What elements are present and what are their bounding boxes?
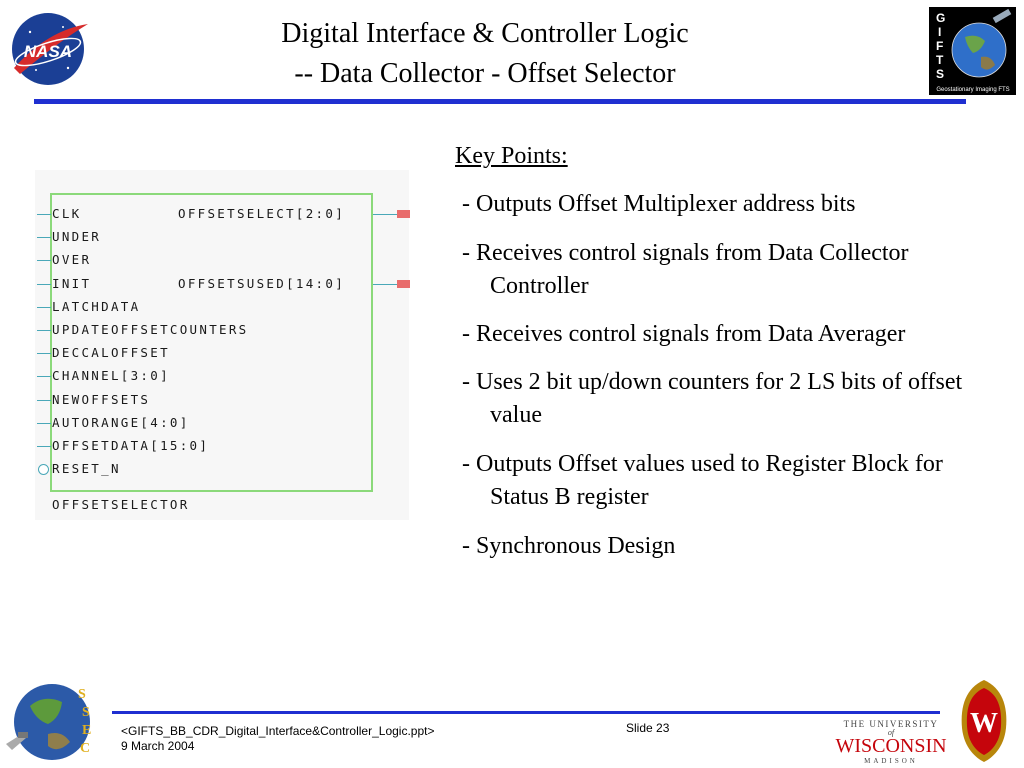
input-pin-line <box>37 284 51 285</box>
header-rule <box>34 99 966 104</box>
slide-number: Slide 23 <box>626 721 670 735</box>
key-point-item: - Outputs Offset Multiplexer address bits <box>462 191 856 217</box>
input-pin-line <box>37 330 51 331</box>
input-pin-label: NEWOFFSETS <box>52 392 151 407</box>
uw-wordmark <box>830 717 952 767</box>
svg-text:S: S <box>78 687 86 702</box>
input-pin-label: OVER <box>52 252 92 267</box>
output-port-marker <box>397 210 410 218</box>
key-points-title: Key Points: <box>455 143 568 169</box>
block-name-label: OFFSETSELECTOR <box>52 497 190 512</box>
title-line-2: -- Data Collector - Offset Selector <box>294 58 676 89</box>
input-pin-label: CHANNEL[3:0] <box>52 368 170 383</box>
input-pin-line <box>37 214 51 215</box>
svg-text:E: E <box>82 723 92 738</box>
uw-crest <box>956 678 1012 764</box>
svg-text:T: T <box>936 53 944 67</box>
svg-text:I: I <box>938 25 942 39</box>
footer-rule <box>112 711 940 714</box>
slide-title <box>180 14 790 94</box>
svg-text:F: F <box>936 39 944 53</box>
svg-text:of: of <box>887 728 895 737</box>
output-pin-line <box>373 214 397 215</box>
key-point-item: - Receives control signals from Data Collector Controller <box>462 240 909 299</box>
svg-text:C: C <box>80 741 91 756</box>
input-pin-line <box>37 446 51 447</box>
svg-text:NASA: NASA <box>23 42 73 61</box>
svg-text:WISCONSIN: WISCONSIN <box>835 735 947 757</box>
input-pin-line <box>37 400 51 401</box>
svg-text:S: S <box>82 705 90 720</box>
input-pin-line <box>37 423 51 424</box>
input-pin-line <box>37 353 51 354</box>
svg-text:MADISON: MADISON <box>864 757 918 765</box>
footer-date: 9 March 2004 <box>121 739 195 753</box>
gifts-logo <box>929 7 1016 95</box>
input-pin-label: AUTORANGE[4:0] <box>52 415 190 430</box>
input-pin-label: INIT <box>52 276 92 291</box>
output-pin-line <box>373 284 397 285</box>
svg-text:S: S <box>936 67 945 81</box>
svg-text:THE UNIVERSITY: THE UNIVERSITY <box>843 719 939 729</box>
output-port-marker <box>397 280 410 288</box>
input-pin-line <box>37 307 51 308</box>
footer-filename: <GIFTS_BB_CDR_Digital_Interface&Controller_Logic.ppt> <box>121 724 435 738</box>
input-pin-label: CLK <box>52 206 82 221</box>
input-pin-label: UNDER <box>52 229 102 244</box>
title-line-1: Digital Interface & Controller Logic <box>281 18 689 49</box>
output-pin-label: OFFSETSELECT[2:0] <box>178 206 346 221</box>
svg-text:G: G <box>936 11 946 25</box>
input-pin-line <box>37 376 51 377</box>
key-point-item: - Receives control signals from Data Averager <box>462 321 906 347</box>
input-pin-label: RESET_N <box>52 461 121 476</box>
svg-text:W: W <box>970 708 998 739</box>
key-point-item: - Synchronous Design <box>462 533 676 559</box>
svg-text:Geostationary Imaging FTS: Geostationary Imaging FTS <box>936 87 1010 93</box>
nasa-logo <box>8 10 92 88</box>
input-pin-label: DECCALOFFSET <box>52 345 170 360</box>
input-pin-line <box>37 237 51 238</box>
ssec-logo <box>4 676 96 764</box>
inverter-bubble <box>38 464 49 475</box>
input-pin-label: LATCHDATA <box>52 299 141 314</box>
input-pin-label: OFFSETDATA[15:0] <box>52 438 210 453</box>
key-point-item: - Outputs Offset values used to Register Block for Status B register <box>462 451 943 510</box>
key-point-item: - Uses 2 bit up/down counters for 2 LS bits of offset value <box>462 369 963 428</box>
input-pin-label: UPDATEOFFSETCOUNTERS <box>52 322 249 337</box>
input-pin-line <box>37 260 51 261</box>
output-pin-label: OFFSETSUSED[14:0] <box>178 276 346 291</box>
